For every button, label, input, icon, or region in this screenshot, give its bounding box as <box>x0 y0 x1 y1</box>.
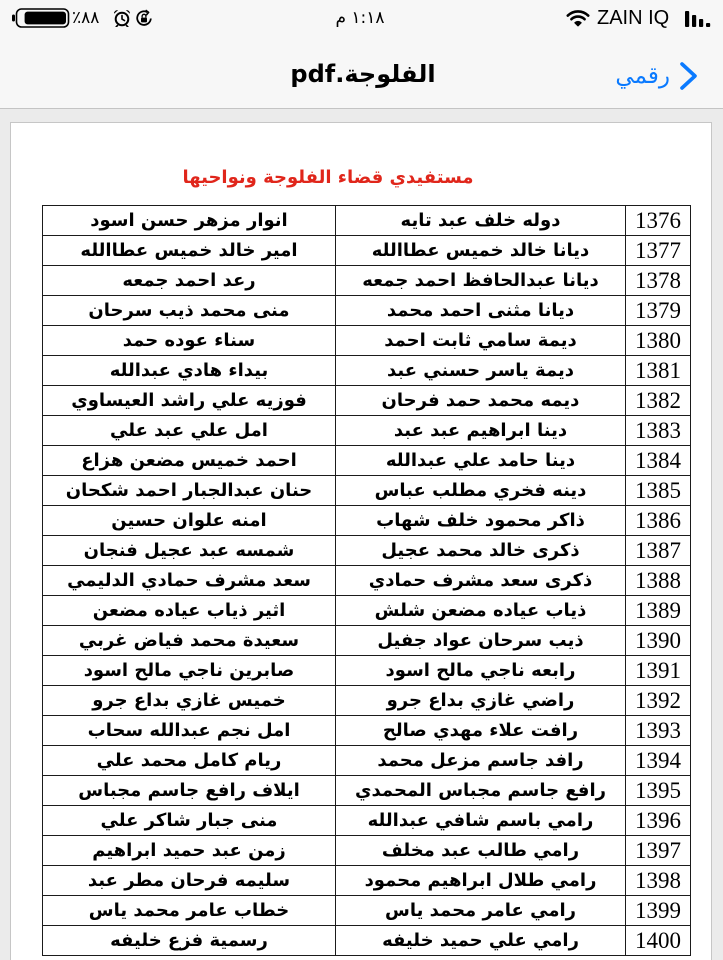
second-name-cell: انوار مزهر حسن اسود <box>43 206 336 236</box>
second-name-cell: سعد مشرف حمادي الدليمي <box>43 566 336 596</box>
name-cell: ديمة ياسر حسني عبد <box>336 356 626 386</box>
table-row <box>43 776 691 806</box>
second-name-cell: بيداء هادي عبدالله <box>43 356 336 386</box>
table-row <box>43 476 691 506</box>
name-cell: رافد جاسم مزعل محمد <box>336 746 626 776</box>
status-time-text: ١:١٨ م <box>335 8 385 28</box>
name-cell: راضي غازي بداع جرو <box>336 686 626 716</box>
row-number-cell: 1400 <box>626 926 691 956</box>
second-name-cell: زمن عبد حميد ابراهيم <box>43 836 336 866</box>
second-name-cell: اثير ذياب عياده مضعن <box>43 596 336 626</box>
name-cell: دوله خلف عبد تايه <box>336 206 626 236</box>
status-time <box>310 0 410 36</box>
row-number-cell: 1399 <box>626 896 691 926</box>
second-name-cell: شمسه عبد عجيل فنجان <box>43 536 336 566</box>
name-cell: رامي طالب عبد مخلف <box>336 836 626 866</box>
row-number-cell: 1382 <box>626 386 691 416</box>
table-row <box>43 656 691 686</box>
second-name-cell: ايلاف رافع جاسم مجباس <box>43 776 336 806</box>
table-row <box>43 266 691 296</box>
second-name-cell: منى محمد ذيب سرحان <box>43 296 336 326</box>
row-number-cell: 1396 <box>626 806 691 836</box>
second-name-cell: منى جبار شاكر علي <box>43 806 336 836</box>
navigation-bar <box>0 36 723 109</box>
table-row <box>43 596 691 626</box>
name-cell: ديمه محمد حمد فرحان <box>336 386 626 416</box>
row-number-cell: 1398 <box>626 866 691 896</box>
table-row <box>43 446 691 476</box>
carrier-name <box>597 0 669 36</box>
table-row <box>43 386 691 416</box>
pdf-page <box>10 122 712 960</box>
row-number-cell: 1390 <box>626 626 691 656</box>
row-number-cell: 1387 <box>626 536 691 566</box>
row-number-cell: 1379 <box>626 296 691 326</box>
name-cell: ذكرى خالد محمد عجيل <box>336 536 626 566</box>
name-cell: رامي علي حميد خليفه <box>336 926 626 956</box>
row-number-cell: 1395 <box>626 776 691 806</box>
table-row <box>43 626 691 656</box>
row-number-cell: 1389 <box>626 596 691 626</box>
table-row <box>43 236 691 266</box>
name-cell: ذكرى سعد مشرف حمادي <box>336 566 626 596</box>
name-cell: ديانا مثنى احمد محمد <box>336 296 626 326</box>
table-row <box>43 806 691 836</box>
battery-icon <box>12 0 70 36</box>
back-button[interactable] <box>596 56 710 96</box>
table-row <box>43 566 691 596</box>
table-row <box>43 866 691 896</box>
second-name-cell: امير خالد خميس عطاالله <box>43 236 336 266</box>
table-row <box>43 326 691 356</box>
pdf-viewer[interactable] <box>0 109 723 960</box>
name-cell: ذاكر محمود خلف شهاب <box>336 506 626 536</box>
beneficiaries-table <box>42 205 691 956</box>
row-number-cell: 1376 <box>626 206 691 236</box>
second-name-cell: صابرين ناجي مالح اسود <box>43 656 336 686</box>
name-cell: دينه فخري مطلب عباس <box>336 476 626 506</box>
row-number-cell: 1378 <box>626 266 691 296</box>
row-number-cell: 1397 <box>626 836 691 866</box>
table-row <box>43 506 691 536</box>
orientation-lock-icon <box>135 0 153 36</box>
back-button-label: رقمي <box>615 63 670 89</box>
table-row <box>43 686 691 716</box>
name-cell: رابعه ناجي مالح اسود <box>336 656 626 686</box>
beneficiaries-table-body <box>43 206 691 956</box>
cellular-signal-icon <box>684 0 712 36</box>
battery-percentage-text: ٪٨٨ <box>72 8 100 28</box>
alarm-clock-icon <box>113 0 131 36</box>
table-row <box>43 416 691 446</box>
second-name-cell: امل علي عبد علي <box>43 416 336 446</box>
carrier-name-text: ZAIN IQ <box>597 7 670 29</box>
row-number-cell: 1385 <box>626 476 691 506</box>
name-cell: رامي باسم شافي عبدالله <box>336 806 626 836</box>
chevron-right-icon <box>678 61 700 91</box>
second-name-cell: سعيدة محمد فياض غربي <box>43 626 336 656</box>
second-name-cell: امنه علوان حسين <box>43 506 336 536</box>
second-name-cell: امل نجم عبدالله سحاب <box>43 716 336 746</box>
second-name-cell: سليمه فرحان مطر عبد <box>43 866 336 896</box>
name-cell: ديانا عبدالحافظ احمد جمعه <box>336 266 626 296</box>
row-number-cell: 1393 <box>626 716 691 746</box>
table-row <box>43 926 691 956</box>
name-cell: دينا حامد علي عبدالله <box>336 446 626 476</box>
table-row <box>43 716 691 746</box>
name-cell: ذيب سرحان عواد جفيل <box>336 626 626 656</box>
name-cell: رافت علاء مهدي صالح <box>336 716 626 746</box>
document-heading: مستفيدي قضاء الفلوجة ونواحيها <box>182 167 474 188</box>
second-name-cell: خطاب عامر محمد ياس <box>43 896 336 926</box>
second-name-cell: خميس غازي بداع جرو <box>43 686 336 716</box>
name-cell: دينا ابراهيم عبد عبد <box>336 416 626 446</box>
row-number-cell: 1377 <box>626 236 691 266</box>
row-number-cell: 1383 <box>626 416 691 446</box>
row-number-cell: 1388 <box>626 566 691 596</box>
second-name-cell: سناء عوده حمد <box>43 326 336 356</box>
name-cell: ذياب عياده مضعن شلش <box>336 596 626 626</box>
row-number-cell: 1381 <box>626 356 691 386</box>
battery-percentage <box>72 0 99 36</box>
table-row <box>43 896 691 926</box>
second-name-cell: رسمية فزع خليفه <box>43 926 336 956</box>
table-row <box>43 746 691 776</box>
second-name-cell: احمد خميس مضعن هزاع <box>43 446 336 476</box>
name-cell: رامي عامر محمد ياس <box>336 896 626 926</box>
table-row <box>43 536 691 566</box>
name-cell: ديمة سامي ثابت احمد <box>336 326 626 356</box>
row-number-cell: 1386 <box>626 506 691 536</box>
second-name-cell: حنان عبدالجبار احمد شكحان <box>43 476 336 506</box>
table-row <box>43 296 691 326</box>
table-row <box>43 206 691 236</box>
row-number-cell: 1392 <box>626 686 691 716</box>
row-number-cell: 1380 <box>626 326 691 356</box>
name-cell: رافع جاسم مجباس المحمدي <box>336 776 626 806</box>
second-name-cell: فوزيه علي راشد العيساوي <box>43 386 336 416</box>
row-number-cell: 1394 <box>626 746 691 776</box>
second-name-cell: رعد احمد جمعه <box>43 266 336 296</box>
status-bar <box>0 0 723 36</box>
second-name-cell: ريام كامل محمد علي <box>43 746 336 776</box>
name-cell: ديانا خالد خميس عطاالله <box>336 236 626 266</box>
table-row <box>43 836 691 866</box>
document-title: الفلوجة.pdf <box>290 60 436 88</box>
row-number-cell: 1384 <box>626 446 691 476</box>
name-cell: رامي طلال ابراهيم محمود <box>336 866 626 896</box>
row-number-cell: 1391 <box>626 656 691 686</box>
table-row <box>43 356 691 386</box>
wifi-icon <box>566 0 590 36</box>
